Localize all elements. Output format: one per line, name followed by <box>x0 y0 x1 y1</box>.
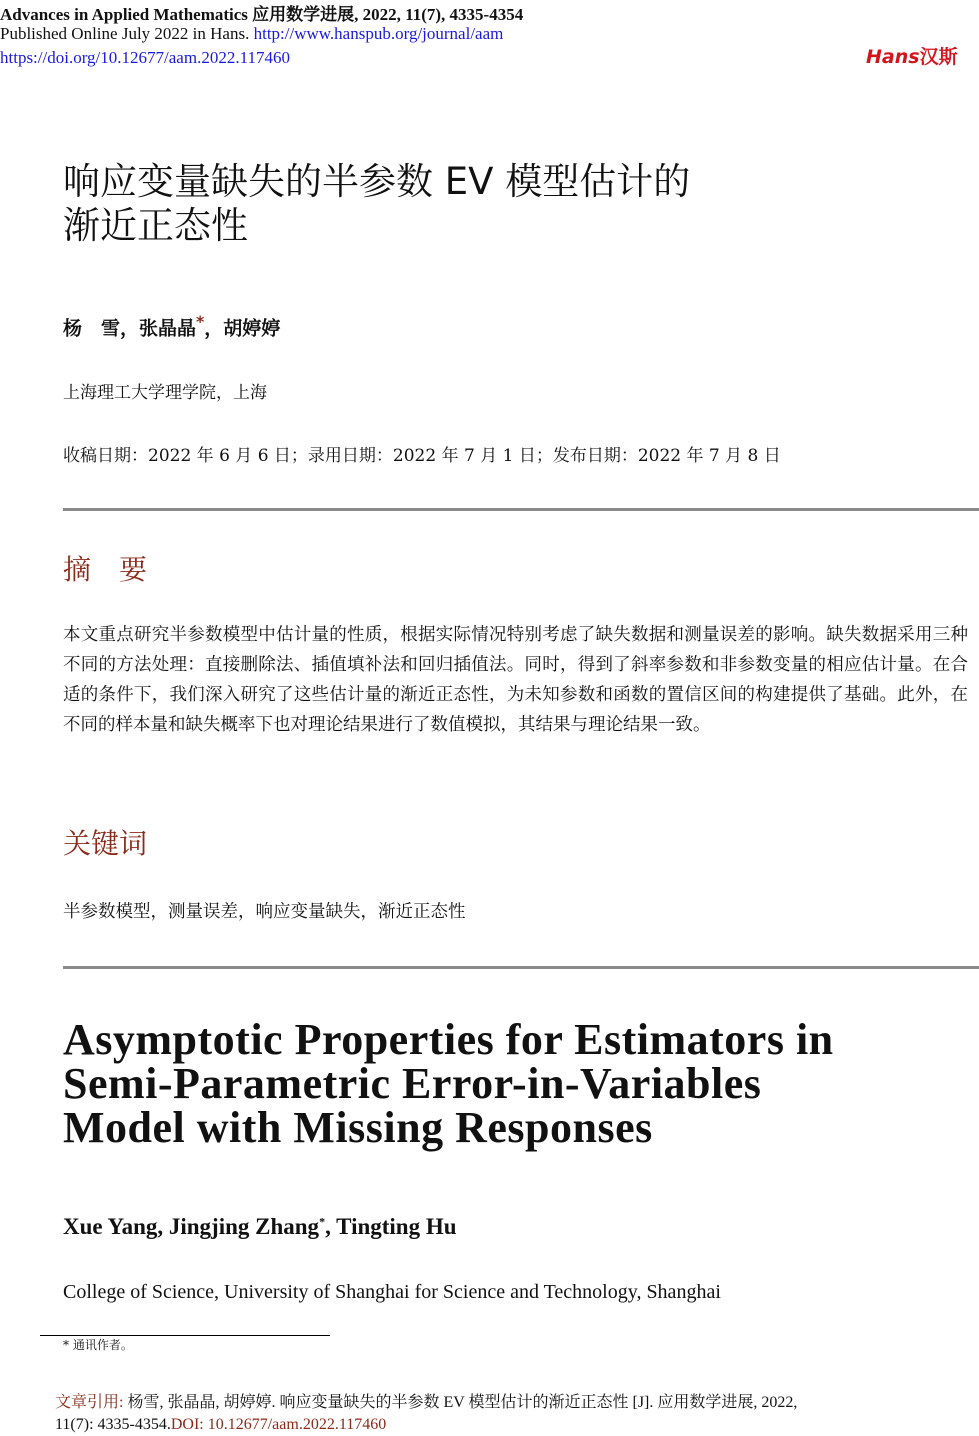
en-title <box>63 1015 834 1152</box>
journal-line: Advances in Applied Mathematics 应用数学进展, 2022, 11(7), 4335-4354 <box>0 5 524 24</box>
logo-cjk: 汉斯 <box>919 46 958 68</box>
cn-dates: 收稿日期：2022 年 6 月 6 日；录用日期：2022 年 7 月 1 日；发布日期：2022 年 7 月 8 日 <box>63 446 781 466</box>
footnote: * 通讯作者。 <box>63 1338 133 1352</box>
cn-affiliation: 上海理工大学理学院，上海 <box>63 383 267 403</box>
citation-doi-link[interactable]: DOI: 10.12677/aam.2022.117460 <box>170 1416 387 1433</box>
published-line <box>0 24 503 44</box>
citation <box>55 1392 797 1436</box>
cn-title-line2: 渐近正态性 <box>63 204 248 247</box>
cn-authors-text2: ，胡婷婷 <box>204 317 281 340</box>
en-title-line1: Asymptotic Properties for Estimators in <box>63 1015 834 1064</box>
abstract-heading: 摘 要 <box>63 553 148 586</box>
en-title-line3: Model with Missing Responses <box>63 1103 653 1152</box>
en-authors-text2: , Tingting Hu <box>325 1214 457 1239</box>
citation-text: 杨雪, 张晶晶, 胡婷婷. 响应变量缺失的半参数 EV 模型估计的渐近正态性 [J]. 应用数学进展, 2022, <box>123 1394 798 1411</box>
divider <box>63 966 979 969</box>
logo-latin: Hans <box>866 46 920 68</box>
citation-text2: 11(7): 4335-4354. <box>55 1416 171 1433</box>
keywords-heading: 关键词 <box>63 827 148 860</box>
corresponding-star: * <box>319 1214 326 1229</box>
published-text: Published Online July 2022 in Hans. <box>0 24 250 43</box>
abstract-text: 本文重点研究半参数模型中估计量的性质，根据实际情况特别考虑了缺失数据和测量误差的影响。缺失数据采用三种不同的方法处理：直接删除法、插值填补法和回归插值法。同时，得到了斜率参数和非参数变量的相应估计量。在合适的条件下，我们深入研究了这些估计量的渐近正态性，为未知参数和函数的置信区间的构建提供了基础。此外，在不同的样本量和缺失概率下也对理论结果进行了数值模拟，其结果与理论结果一致。 <box>63 625 968 735</box>
divider <box>63 508 979 511</box>
cn-title <box>63 160 690 248</box>
journal-link[interactable]: http://www.hanspub.org/journal/aam <box>253 24 504 43</box>
keywords: 半参数模型，测量误差，响应变量缺失，渐近正态性 <box>63 902 466 922</box>
hans-logo <box>866 42 958 69</box>
cn-authors <box>63 312 280 340</box>
corresponding-star: * <box>196 312 205 331</box>
en-title-line2: Semi-Parametric Error-in-Variables <box>63 1059 762 1108</box>
citation-label: 文章引用: <box>55 1394 124 1411</box>
doi-link[interactable]: https://doi.org/10.12677/aam.2022.117460 <box>0 48 290 67</box>
cn-title-line1: 响应变量缺失的半参数 EV 模型估计的 <box>63 160 691 203</box>
cn-authors-text: 杨 雪，张晶晶 <box>63 317 197 340</box>
en-authors <box>63 1214 457 1240</box>
en-affiliation: College of Science, University of Shanghai for Science and Technology, Shanghai <box>63 1281 721 1303</box>
en-authors-text: Xue Yang, Jingjing Zhang <box>63 1214 320 1239</box>
